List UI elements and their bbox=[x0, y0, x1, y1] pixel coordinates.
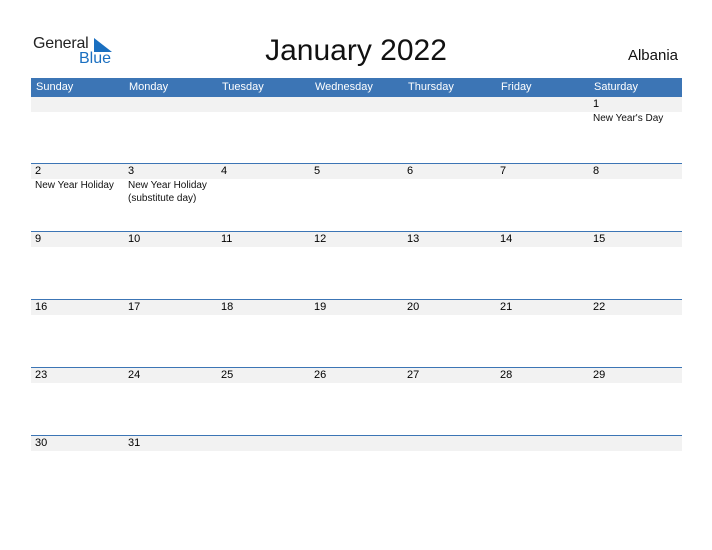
day-cell bbox=[310, 436, 403, 451]
week-days bbox=[31, 300, 682, 315]
day-cell bbox=[31, 164, 124, 205]
day-cell bbox=[31, 368, 124, 383]
day-number: 16 bbox=[35, 301, 48, 313]
day-cell bbox=[31, 97, 124, 125]
day-cell bbox=[496, 300, 589, 315]
week-row bbox=[31, 435, 682, 503]
week-days bbox=[31, 232, 682, 247]
week-days bbox=[31, 368, 682, 383]
day-number: 25 bbox=[221, 369, 234, 381]
day-number bbox=[35, 97, 124, 112]
weekday-monday: Monday bbox=[129, 81, 169, 93]
day-number: 18 bbox=[221, 301, 234, 313]
day-number bbox=[221, 436, 310, 451]
day-number: 19 bbox=[314, 301, 327, 313]
day-number: 22 bbox=[593, 301, 606, 313]
day-cell bbox=[403, 232, 496, 247]
weeks-container bbox=[31, 97, 682, 503]
day-cell bbox=[496, 97, 589, 125]
holiday-label: New Year Holiday bbox=[35, 180, 114, 191]
day-number bbox=[128, 97, 217, 112]
day-cell bbox=[124, 232, 217, 247]
weekday-sunday: Sunday bbox=[36, 81, 74, 93]
week-row bbox=[31, 97, 682, 163]
day-number: 1 bbox=[593, 98, 600, 110]
week-days bbox=[31, 436, 682, 451]
day-cell bbox=[403, 300, 496, 315]
day-number bbox=[221, 97, 310, 112]
weekday-wednesday: Wednesday bbox=[315, 81, 373, 93]
day-number: 3 bbox=[128, 165, 135, 177]
day-number bbox=[407, 97, 496, 112]
day-number bbox=[500, 436, 589, 451]
day-cell bbox=[310, 232, 403, 247]
day-cell bbox=[589, 232, 682, 247]
day-number bbox=[407, 436, 496, 451]
day-number: 7 bbox=[500, 165, 507, 177]
day-number: 14 bbox=[500, 233, 513, 245]
week-row bbox=[31, 163, 682, 231]
day-cell bbox=[124, 368, 217, 383]
day-number: 13 bbox=[407, 233, 420, 245]
day-cell bbox=[124, 300, 217, 315]
week-days bbox=[31, 97, 682, 125]
day-number bbox=[314, 97, 403, 112]
day-number: 8 bbox=[593, 165, 600, 177]
day-cell bbox=[496, 436, 589, 451]
day-number bbox=[593, 436, 682, 451]
day-cell bbox=[403, 164, 496, 205]
day-number: 10 bbox=[128, 233, 141, 245]
day-cell bbox=[310, 368, 403, 383]
day-number: 12 bbox=[314, 233, 327, 245]
day-cell bbox=[217, 300, 310, 315]
week-row bbox=[31, 299, 682, 367]
day-cell bbox=[403, 97, 496, 125]
day-number: 9 bbox=[35, 233, 42, 245]
day-cell bbox=[589, 164, 682, 205]
day-number: 5 bbox=[314, 165, 321, 177]
day-cell bbox=[589, 436, 682, 451]
day-number: 21 bbox=[500, 301, 513, 313]
week-row bbox=[31, 367, 682, 435]
day-number: 11 bbox=[221, 233, 233, 245]
day-number: 2 bbox=[35, 165, 42, 177]
day-cell bbox=[31, 436, 124, 451]
day-cell bbox=[310, 97, 403, 125]
day-number: 6 bbox=[407, 165, 414, 177]
day-cell bbox=[403, 436, 496, 451]
weekday-thursday: Thursday bbox=[408, 81, 454, 93]
day-cell bbox=[403, 368, 496, 383]
day-number: 24 bbox=[128, 369, 141, 381]
day-cell bbox=[31, 300, 124, 315]
day-number: 29 bbox=[593, 369, 606, 381]
page-title: January 2022 bbox=[265, 34, 447, 67]
day-cell bbox=[217, 232, 310, 247]
day-number: 15 bbox=[593, 233, 606, 245]
day-cell bbox=[124, 436, 217, 451]
day-cell bbox=[496, 368, 589, 383]
logo-general-text: General bbox=[33, 35, 89, 52]
day-cell bbox=[589, 368, 682, 383]
weekday-header bbox=[31, 78, 682, 97]
day-cell bbox=[310, 164, 403, 205]
day-cell bbox=[217, 436, 310, 451]
day-cell bbox=[310, 300, 403, 315]
week-days bbox=[31, 164, 682, 205]
holiday-label: New Year Holiday (substitute day) bbox=[128, 180, 207, 204]
day-number: 17 bbox=[128, 301, 141, 313]
calendar-grid bbox=[31, 78, 682, 503]
day-number: 4 bbox=[221, 165, 228, 177]
day-number bbox=[500, 97, 589, 112]
weekday-friday: Friday bbox=[501, 81, 532, 93]
weekday-tuesday: Tuesday bbox=[222, 81, 264, 93]
weekday-saturday: Saturday bbox=[594, 81, 639, 93]
day-cell bbox=[589, 97, 682, 125]
day-cell bbox=[589, 300, 682, 315]
logo-blue-text: Blue bbox=[79, 50, 112, 67]
day-cell bbox=[124, 164, 217, 205]
day-number: 20 bbox=[407, 301, 420, 313]
day-cell bbox=[124, 97, 217, 125]
day-cell bbox=[217, 97, 310, 125]
day-cell bbox=[496, 164, 589, 205]
day-cell bbox=[217, 368, 310, 383]
day-number bbox=[314, 436, 403, 451]
day-number: 26 bbox=[314, 369, 327, 381]
day-number: 31 bbox=[128, 437, 141, 449]
day-cell bbox=[31, 232, 124, 247]
day-cell bbox=[496, 232, 589, 247]
country-label: Albania bbox=[627, 47, 678, 64]
day-number: 23 bbox=[35, 369, 48, 381]
day-number: 28 bbox=[500, 369, 513, 381]
day-cell bbox=[217, 164, 310, 205]
day-number: 27 bbox=[407, 369, 420, 381]
day-number: 30 bbox=[35, 437, 48, 449]
week-row bbox=[31, 231, 682, 299]
holiday-label: New Year's Day bbox=[593, 113, 664, 124]
